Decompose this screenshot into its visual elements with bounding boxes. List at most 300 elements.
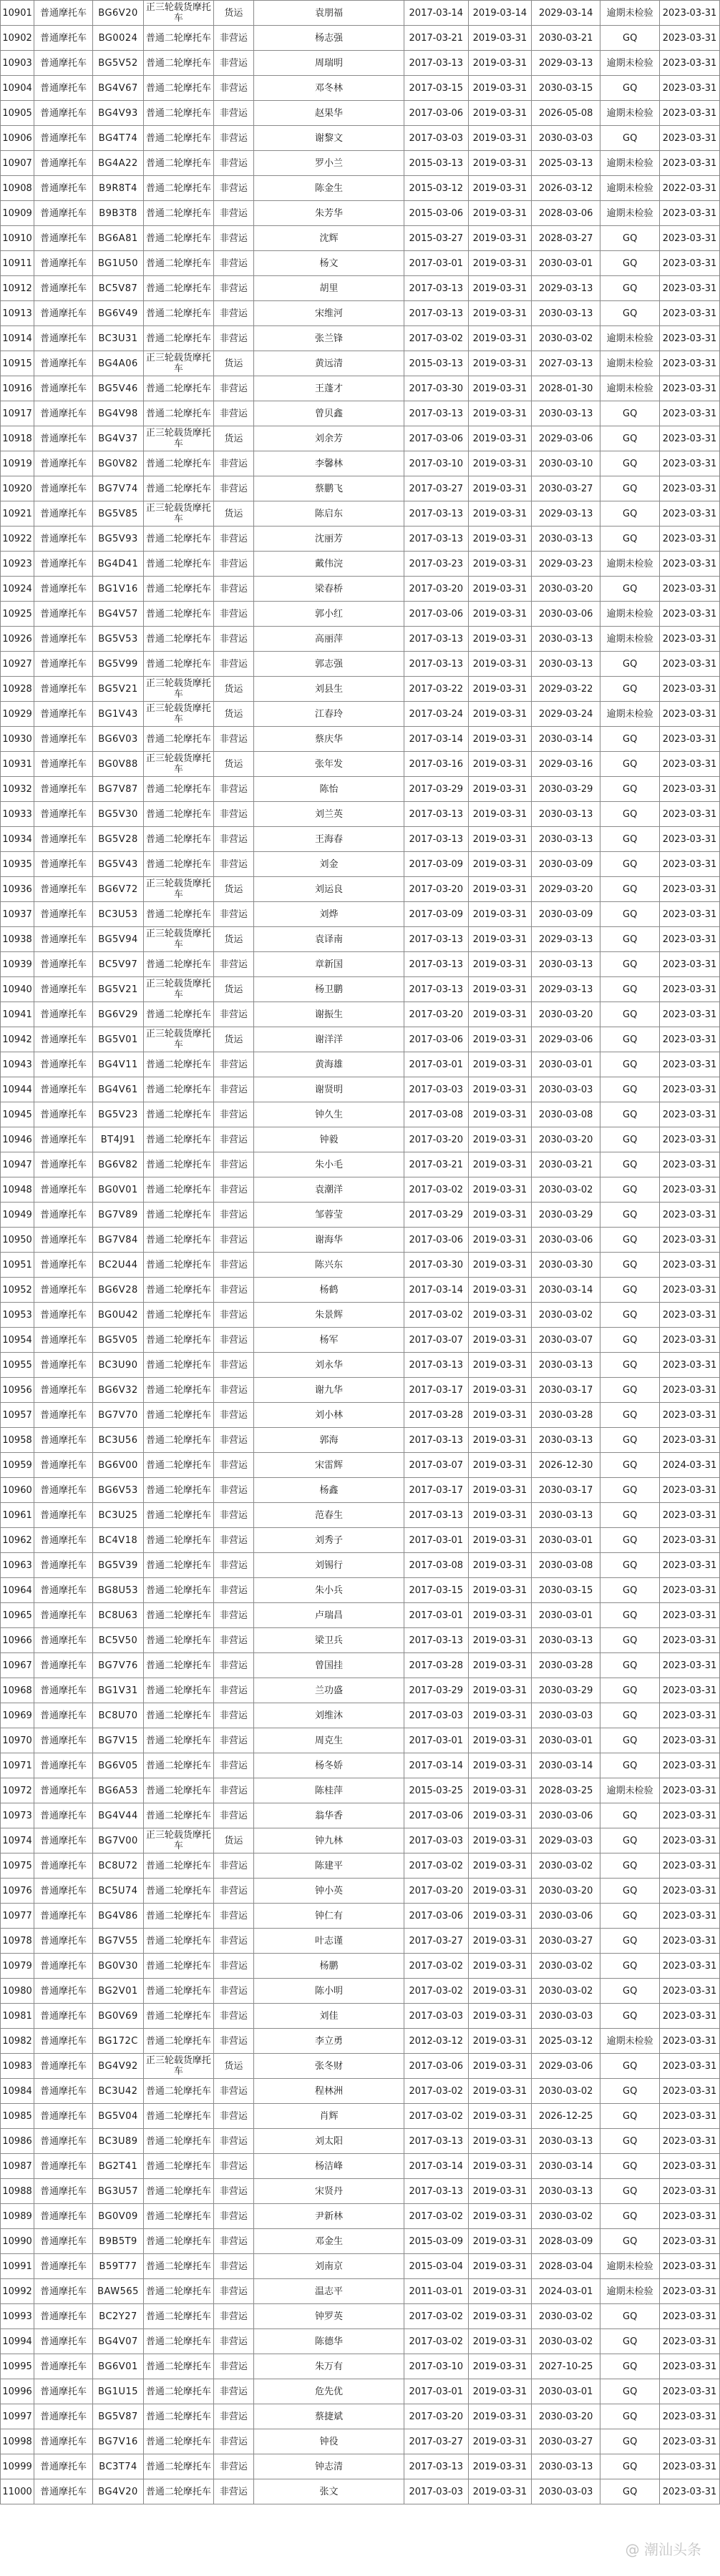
row-number-cell: 10968 xyxy=(1,1678,34,1703)
vehicle-type-cell: 正三轮载货摩托车 xyxy=(144,977,213,1002)
owner-name-cell: 黄远清 xyxy=(254,351,404,376)
table-row xyxy=(1,752,720,777)
status-cell: GQ xyxy=(600,952,660,977)
vehicle-type-cell: 正三轮载货摩托车 xyxy=(144,1828,213,1853)
usage-nature-cell: 非营运 xyxy=(213,2104,254,2129)
table-row xyxy=(1,351,720,376)
vehicle-category-cell: 普通摩托车 xyxy=(34,1,93,26)
vehicle-type-cell: 普通二轮摩托车 xyxy=(144,1678,213,1703)
usage-nature-cell: 非营运 xyxy=(213,1478,254,1503)
validity-date-cell: 2023-03-31 xyxy=(660,26,720,51)
table-row xyxy=(1,1879,720,1904)
validity-date-cell: 2023-03-31 xyxy=(660,1152,720,1177)
inspection-date-cell: 2019-03-31 xyxy=(468,1102,531,1127)
vehicle-type-cell: 普通二轮摩托车 xyxy=(144,326,213,351)
vehicle-category-cell: 普通摩托车 xyxy=(34,1503,93,1528)
scrap-date-cell: 2030-03-06 xyxy=(531,1803,600,1828)
owner-name-cell: 王海春 xyxy=(254,827,404,852)
validity-date-cell: 2023-03-31 xyxy=(660,1929,720,1954)
inspection-date-cell: 2019-03-31 xyxy=(468,2454,531,2479)
vehicle-type-cell: 普通二轮摩托车 xyxy=(144,1228,213,1253)
owner-name-cell: 刘县生 xyxy=(254,677,404,702)
owner-name-cell: 刘秀子 xyxy=(254,1528,404,1553)
row-number-cell: 10982 xyxy=(1,2029,34,2054)
table-row xyxy=(1,26,720,51)
inspection-date-cell: 2019-03-31 xyxy=(468,301,531,326)
vehicle-type-cell: 普通二轮摩托车 xyxy=(144,1303,213,1328)
row-number-cell: 10925 xyxy=(1,602,34,627)
plate-number-cell: BG0V82 xyxy=(92,451,143,476)
scrap-date-cell: 2027-10-25 xyxy=(531,2354,600,2379)
table-row xyxy=(1,577,720,602)
row-number-cell: 10940 xyxy=(1,977,34,1002)
table-row xyxy=(1,2129,720,2154)
validity-date-cell: 2023-03-31 xyxy=(660,1728,720,1753)
plate-number-cell: BG6V29 xyxy=(92,1002,143,1027)
status-cell: GQ xyxy=(600,1253,660,1278)
table-row xyxy=(1,2354,720,2379)
vehicle-category-cell: 普通摩托车 xyxy=(34,1177,93,1203)
validity-date-cell: 2023-03-31 xyxy=(660,1653,720,1678)
validity-date-cell: 2023-03-31 xyxy=(660,76,720,101)
inspection-date-cell: 2019-03-31 xyxy=(468,1052,531,1077)
inspection-date-cell: 2019-03-31 xyxy=(468,326,531,351)
usage-nature-cell: 货运 xyxy=(213,677,254,702)
owner-name-cell: 陈建平 xyxy=(254,1853,404,1879)
usage-nature-cell: 非营运 xyxy=(213,2204,254,2229)
validity-date-cell: 2023-03-31 xyxy=(660,1954,720,1979)
owner-name-cell: 袁潮洋 xyxy=(254,1177,404,1203)
plate-number-cell: BG1V16 xyxy=(92,577,143,602)
registration-date-cell: 2017-03-06 xyxy=(404,1904,468,1929)
vehicle-category-cell: 普通摩托车 xyxy=(34,677,93,702)
usage-nature-cell: 非营运 xyxy=(213,1728,254,1753)
scrap-date-cell: 2030-03-15 xyxy=(531,1578,600,1603)
inspection-date-cell: 2019-03-31 xyxy=(468,902,531,927)
registration-date-cell: 2017-03-03 xyxy=(404,1077,468,1102)
table-row xyxy=(1,727,720,752)
usage-nature-cell: 非营运 xyxy=(213,1803,254,1828)
table-row xyxy=(1,602,720,627)
registration-date-cell: 2017-03-01 xyxy=(404,1528,468,1553)
validity-date-cell: 2023-03-31 xyxy=(660,877,720,902)
vehicle-category-cell: 普通摩托车 xyxy=(34,1253,93,1278)
validity-date-cell: 2023-03-31 xyxy=(660,2029,720,2054)
owner-name-cell: 杨冬娇 xyxy=(254,1753,404,1778)
inspection-date-cell: 2019-03-31 xyxy=(468,2404,531,2429)
validity-date-cell: 2023-03-31 xyxy=(660,2279,720,2304)
row-number-cell: 10955 xyxy=(1,1353,34,1378)
owner-name-cell: 杨军 xyxy=(254,1328,404,1353)
row-number-cell: 10994 xyxy=(1,2329,34,2354)
inspection-date-cell: 2019-03-31 xyxy=(468,1152,531,1177)
usage-nature-cell: 货运 xyxy=(213,1828,254,1853)
row-number-cell: 10917 xyxy=(1,401,34,426)
vehicle-category-cell: 普通摩托车 xyxy=(34,2429,93,2454)
inspection-date-cell: 2019-03-31 xyxy=(468,1453,531,1478)
table-row xyxy=(1,326,720,351)
inspection-date-cell: 2019-03-31 xyxy=(468,1553,531,1578)
plate-number-cell: BG6V03 xyxy=(92,727,143,752)
vehicle-type-cell: 普通二轮摩托车 xyxy=(144,1353,213,1378)
inspection-date-cell: 2019-03-31 xyxy=(468,927,531,952)
usage-nature-cell: 货运 xyxy=(213,927,254,952)
usage-nature-cell: 非营运 xyxy=(213,1503,254,1528)
vehicle-type-cell: 普通二轮摩托车 xyxy=(144,1403,213,1428)
vehicle-category-cell: 普通摩托车 xyxy=(34,26,93,51)
usage-nature-cell: 非营运 xyxy=(213,2304,254,2329)
vehicle-category-cell: 普通摩托车 xyxy=(34,101,93,126)
owner-name-cell: 王蓬才 xyxy=(254,376,404,401)
usage-nature-cell: 非营运 xyxy=(213,1653,254,1678)
vehicle-type-cell: 普通二轮摩托车 xyxy=(144,2454,213,2479)
plate-number-cell: BG0V69 xyxy=(92,2004,143,2029)
registration-date-cell: 2015-03-13 xyxy=(404,351,468,376)
usage-nature-cell: 非营运 xyxy=(213,952,254,977)
row-number-cell: 10950 xyxy=(1,1228,34,1253)
inspection-date-cell: 2019-03-31 xyxy=(468,1879,531,1904)
row-number-cell: 10944 xyxy=(1,1077,34,1102)
usage-nature-cell: 非营运 xyxy=(213,2404,254,2429)
table-row xyxy=(1,952,720,977)
table-row xyxy=(1,1328,720,1353)
owner-name-cell: 赵果华 xyxy=(254,101,404,126)
vehicle-type-cell: 正三轮载货摩托车 xyxy=(144,1,213,26)
inspection-date-cell: 2019-03-31 xyxy=(468,2029,531,2054)
scrap-date-cell: 2029-03-03 xyxy=(531,1828,600,1853)
vehicle-type-cell: 普通二轮摩托车 xyxy=(144,627,213,652)
vehicle-category-cell: 普通摩托车 xyxy=(34,2329,93,2354)
row-number-cell: 10934 xyxy=(1,827,34,852)
table-row xyxy=(1,2104,720,2129)
plate-number-cell: BC8U72 xyxy=(92,1853,143,1879)
plate-number-cell: BG5V05 xyxy=(92,1328,143,1353)
validity-date-cell: 2023-03-31 xyxy=(660,2254,720,2279)
registration-date-cell: 2017-03-13 xyxy=(404,1353,468,1378)
inspection-date-cell: 2019-03-31 xyxy=(468,1378,531,1403)
owner-name-cell: 卢瑞昌 xyxy=(254,1603,404,1628)
vehicle-category-cell: 普通摩托车 xyxy=(34,226,93,251)
row-number-cell: 10920 xyxy=(1,476,34,501)
validity-date-cell: 2023-03-31 xyxy=(660,2129,720,2154)
table-row xyxy=(1,101,720,126)
validity-date-cell: 2023-03-31 xyxy=(660,1478,720,1503)
status-cell: GQ xyxy=(600,26,660,51)
scrap-date-cell: 2030-03-28 xyxy=(531,1403,600,1428)
validity-date-cell: 2023-03-31 xyxy=(660,2404,720,2429)
inspection-date-cell: 2019-03-31 xyxy=(468,1929,531,1954)
status-cell: GQ xyxy=(600,577,660,602)
validity-date-cell: 2023-03-31 xyxy=(660,727,720,752)
inspection-date-cell: 2019-03-31 xyxy=(468,777,531,802)
validity-date-cell: 2023-03-31 xyxy=(660,1,720,26)
vehicle-type-cell: 正三轮载货摩托车 xyxy=(144,1027,213,1052)
usage-nature-cell: 非营运 xyxy=(213,2429,254,2454)
table-row xyxy=(1,1954,720,1979)
usage-nature-cell: 非营运 xyxy=(213,1152,254,1177)
scrap-date-cell: 2030-03-13 xyxy=(531,802,600,827)
registration-date-cell: 2017-03-03 xyxy=(404,1703,468,1728)
inspection-date-cell: 2019-03-31 xyxy=(468,1603,531,1628)
usage-nature-cell: 非营运 xyxy=(213,1603,254,1628)
row-number-cell: 10985 xyxy=(1,2104,34,2129)
vehicle-type-cell: 普通二轮摩托车 xyxy=(144,151,213,176)
registration-date-cell: 2017-03-01 xyxy=(404,1728,468,1753)
scrap-date-cell: 2030-03-03 xyxy=(531,2479,600,2504)
scrap-date-cell: 2030-03-13 xyxy=(531,827,600,852)
inspection-date-cell: 2019-03-31 xyxy=(468,1904,531,1929)
status-cell: GQ xyxy=(600,251,660,276)
validity-date-cell: 2023-03-31 xyxy=(660,752,720,777)
usage-nature-cell: 非营运 xyxy=(213,1127,254,1152)
owner-name-cell: 朱小毛 xyxy=(254,1152,404,1177)
table-row xyxy=(1,527,720,552)
plate-number-cell: BG7V55 xyxy=(92,1929,143,1954)
plate-number-cell: BG6A81 xyxy=(92,226,143,251)
scrap-date-cell: 2030-03-17 xyxy=(531,1378,600,1403)
registration-date-cell: 2017-03-06 xyxy=(404,1803,468,1828)
inspection-date-cell: 2019-03-31 xyxy=(468,2154,531,2179)
registration-date-cell: 2017-03-06 xyxy=(404,1228,468,1253)
owner-name-cell: 邓金生 xyxy=(254,2229,404,2254)
vehicle-category-cell: 普通摩托车 xyxy=(34,501,93,527)
validity-date-cell: 2023-03-31 xyxy=(660,902,720,927)
owner-name-cell: 曾国挂 xyxy=(254,1653,404,1678)
row-number-cell: 10977 xyxy=(1,1904,34,1929)
registration-date-cell: 2017-03-07 xyxy=(404,1453,468,1478)
validity-date-cell: 2023-03-31 xyxy=(660,1703,720,1728)
scrap-date-cell: 2030-03-02 xyxy=(531,326,600,351)
scrap-date-cell: 2030-03-13 xyxy=(531,401,600,426)
plate-number-cell: BC8U70 xyxy=(92,1703,143,1728)
validity-date-cell: 2023-03-31 xyxy=(660,2354,720,2379)
scrap-date-cell: 2030-03-07 xyxy=(531,1328,600,1353)
row-number-cell: 10957 xyxy=(1,1403,34,1428)
validity-date-cell: 2023-03-31 xyxy=(660,2154,720,2179)
scrap-date-cell: 2029-03-06 xyxy=(531,426,600,451)
registration-date-cell: 2017-03-02 xyxy=(404,2104,468,2129)
validity-date-cell: 2023-03-31 xyxy=(660,1353,720,1378)
status-cell: GQ xyxy=(600,1353,660,1378)
row-number-cell: 10923 xyxy=(1,552,34,577)
vehicle-type-cell: 普通二轮摩托车 xyxy=(144,126,213,151)
scrap-date-cell: 2029-03-13 xyxy=(531,501,600,527)
inspection-date-cell: 2019-03-31 xyxy=(468,1127,531,1152)
owner-name-cell: 兰功盛 xyxy=(254,1678,404,1703)
table-row xyxy=(1,2254,720,2279)
plate-number-cell: BG7V84 xyxy=(92,1228,143,1253)
vehicle-type-cell: 普通二轮摩托车 xyxy=(144,2004,213,2029)
registration-date-cell: 2017-03-15 xyxy=(404,1578,468,1603)
plate-number-cell: BC5V50 xyxy=(92,1628,143,1653)
table-row xyxy=(1,1929,720,1954)
inspection-date-cell: 2019-03-31 xyxy=(468,1828,531,1853)
registration-date-cell: 2017-03-28 xyxy=(404,1403,468,1428)
registration-date-cell: 2017-03-27 xyxy=(404,476,468,501)
inspection-date-cell: 2019-03-31 xyxy=(468,276,531,301)
plate-number-cell: BC3U90 xyxy=(92,1353,143,1378)
scrap-date-cell: 2027-03-13 xyxy=(531,351,600,376)
validity-date-cell: 2023-03-31 xyxy=(660,1428,720,1453)
owner-name-cell: 叶志谨 xyxy=(254,1929,404,1954)
scrap-date-cell: 2030-03-02 xyxy=(531,2329,600,2354)
scrap-date-cell: 2030-03-06 xyxy=(531,602,600,627)
inspection-date-cell: 2019-03-31 xyxy=(468,501,531,527)
plate-number-cell: BC3T74 xyxy=(92,2454,143,2479)
vehicle-type-cell: 正三轮载货摩托车 xyxy=(144,677,213,702)
scrap-date-cell: 2025-03-12 xyxy=(531,2029,600,2054)
vehicle-category-cell: 普通摩托车 xyxy=(34,1528,93,1553)
scrap-date-cell: 2030-03-02 xyxy=(531,1853,600,1879)
validity-date-cell: 2023-03-31 xyxy=(660,1203,720,1228)
usage-nature-cell: 非营运 xyxy=(213,727,254,752)
scrap-date-cell: 2030-03-02 xyxy=(531,1979,600,2004)
vehicle-type-cell: 普通二轮摩托车 xyxy=(144,476,213,501)
validity-date-cell: 2023-03-31 xyxy=(660,1603,720,1628)
vehicle-category-cell: 普通摩托车 xyxy=(34,1328,93,1353)
row-number-cell: 10939 xyxy=(1,952,34,977)
row-number-cell: 10921 xyxy=(1,501,34,527)
vehicle-type-cell: 普通二轮摩托车 xyxy=(144,2479,213,2504)
registration-date-cell: 2017-03-01 xyxy=(404,251,468,276)
row-number-cell: 10918 xyxy=(1,426,34,451)
status-cell: 逾期未检验 xyxy=(600,2254,660,2279)
inspection-date-cell: 2019-03-31 xyxy=(468,1478,531,1503)
registration-date-cell: 2017-03-06 xyxy=(404,2054,468,2079)
row-number-cell: 10981 xyxy=(1,2004,34,2029)
row-number-cell: 10956 xyxy=(1,1378,34,1403)
plate-number-cell: B59T77 xyxy=(92,2254,143,2279)
row-number-cell: 10914 xyxy=(1,326,34,351)
validity-date-cell: 2023-03-31 xyxy=(660,326,720,351)
table-row xyxy=(1,802,720,827)
validity-date-cell: 2023-03-31 xyxy=(660,476,720,501)
status-cell: GQ xyxy=(600,1578,660,1603)
row-number-cell: 10935 xyxy=(1,852,34,877)
table-row xyxy=(1,2004,720,2029)
scrap-date-cell: 2030-03-29 xyxy=(531,1203,600,1228)
validity-date-cell: 2023-03-31 xyxy=(660,702,720,727)
vehicle-category-cell: 普通摩托车 xyxy=(34,251,93,276)
vehicle-category-cell: 普通摩托车 xyxy=(34,376,93,401)
validity-date-cell: 2023-03-31 xyxy=(660,251,720,276)
registration-date-cell: 2017-03-20 xyxy=(404,877,468,902)
row-number-cell: 10972 xyxy=(1,1778,34,1803)
registration-date-cell: 2017-03-20 xyxy=(404,1002,468,1027)
plate-number-cell: BC5V87 xyxy=(92,276,143,301)
plate-number-cell: BG1U50 xyxy=(92,251,143,276)
vehicle-type-cell: 普通二轮摩托车 xyxy=(144,1253,213,1278)
scrap-date-cell: 2030-03-29 xyxy=(531,1678,600,1703)
vehicle-category-cell: 普通摩托车 xyxy=(34,752,93,777)
status-cell: GQ xyxy=(600,1528,660,1553)
owner-name-cell: 蔡鹏飞 xyxy=(254,476,404,501)
status-cell: 逾期未检验 xyxy=(600,176,660,201)
registration-date-cell: 2017-03-06 xyxy=(404,426,468,451)
scrap-date-cell: 2029-03-23 xyxy=(531,552,600,577)
row-number-cell: 10951 xyxy=(1,1253,34,1278)
owner-name-cell: 朱万有 xyxy=(254,2354,404,2379)
row-number-cell: 10938 xyxy=(1,927,34,952)
usage-nature-cell: 非营运 xyxy=(213,577,254,602)
inspection-date-cell: 2019-03-31 xyxy=(468,1428,531,1453)
row-number-cell: 10911 xyxy=(1,251,34,276)
owner-name-cell: 刘兰英 xyxy=(254,802,404,827)
scrap-date-cell: 2030-03-01 xyxy=(531,1603,600,1628)
usage-nature-cell: 非营运 xyxy=(213,401,254,426)
row-number-cell: 10928 xyxy=(1,677,34,702)
owner-name-cell: 危先优 xyxy=(254,2379,404,2404)
vehicle-category-cell: 普通摩托车 xyxy=(34,2354,93,2379)
inspection-date-cell: 2019-03-31 xyxy=(468,226,531,251)
table-row xyxy=(1,927,720,952)
usage-nature-cell: 非营运 xyxy=(213,26,254,51)
plate-number-cell: BG4T74 xyxy=(92,126,143,151)
status-cell: 逾期未检验 xyxy=(600,51,660,76)
validity-date-cell: 2023-03-31 xyxy=(660,501,720,527)
usage-nature-cell: 非营运 xyxy=(213,2279,254,2304)
row-number-cell: 10958 xyxy=(1,1428,34,1453)
plate-number-cell: BG5V99 xyxy=(92,652,143,677)
row-number-cell: 10929 xyxy=(1,702,34,727)
registration-date-cell: 2017-03-14 xyxy=(404,1,468,26)
usage-nature-cell: 非营运 xyxy=(213,251,254,276)
scrap-date-cell: 2025-03-13 xyxy=(531,151,600,176)
plate-number-cell: BG2V01 xyxy=(92,1979,143,2004)
validity-date-cell: 2023-03-31 xyxy=(660,1678,720,1703)
inspection-date-cell: 2019-03-31 xyxy=(468,1678,531,1703)
scrap-date-cell: 2030-03-02 xyxy=(531,2204,600,2229)
validity-date-cell: 2023-03-31 xyxy=(660,1278,720,1303)
vehicle-type-cell: 普通二轮摩托车 xyxy=(144,1378,213,1403)
vehicle-type-cell: 普通二轮摩托车 xyxy=(144,2029,213,2054)
registration-date-cell: 2011-03-01 xyxy=(404,2279,468,2304)
inspection-date-cell: 2019-03-31 xyxy=(468,1753,531,1778)
validity-date-cell: 2023-03-31 xyxy=(660,2054,720,2079)
usage-nature-cell: 非营运 xyxy=(213,627,254,652)
scrap-date-cell: 2030-03-29 xyxy=(531,777,600,802)
validity-date-cell: 2023-03-31 xyxy=(660,2229,720,2254)
usage-nature-cell: 非营运 xyxy=(213,1278,254,1303)
registration-date-cell: 2017-03-20 xyxy=(404,577,468,602)
owner-name-cell: 邓冬林 xyxy=(254,76,404,101)
registration-date-cell: 2017-03-08 xyxy=(404,1102,468,1127)
plate-number-cell: BG4V92 xyxy=(92,2054,143,2079)
vehicle-category-cell: 普通摩托车 xyxy=(34,1553,93,1578)
inspection-date-cell: 2019-03-31 xyxy=(468,201,531,226)
plate-number-cell: BG6V32 xyxy=(92,1378,143,1403)
plate-number-cell: BC3U31 xyxy=(92,326,143,351)
status-cell: GQ xyxy=(600,1428,660,1453)
usage-nature-cell: 非营运 xyxy=(213,1954,254,1979)
vehicle-category-cell: 普通摩托车 xyxy=(34,1127,93,1152)
vehicle-category-cell: 普通摩托车 xyxy=(34,1653,93,1678)
vehicle-type-cell: 普通二轮摩托车 xyxy=(144,1778,213,1803)
owner-name-cell: 李馨林 xyxy=(254,451,404,476)
vehicle-type-cell: 普通二轮摩托车 xyxy=(144,652,213,677)
owner-name-cell: 杨文 xyxy=(254,251,404,276)
scrap-date-cell: 2024-03-01 xyxy=(531,2279,600,2304)
registration-date-cell: 2017-03-14 xyxy=(404,2154,468,2179)
registration-date-cell: 2017-03-13 xyxy=(404,802,468,827)
vehicle-type-cell: 正三轮载货摩托车 xyxy=(144,351,213,376)
usage-nature-cell: 非营运 xyxy=(213,1428,254,1453)
row-number-cell: 10989 xyxy=(1,2204,34,2229)
scrap-date-cell: 2030-03-09 xyxy=(531,902,600,927)
vehicle-type-cell: 正三轮载货摩托车 xyxy=(144,501,213,527)
validity-date-cell: 2023-03-31 xyxy=(660,677,720,702)
usage-nature-cell: 非营运 xyxy=(213,1228,254,1253)
